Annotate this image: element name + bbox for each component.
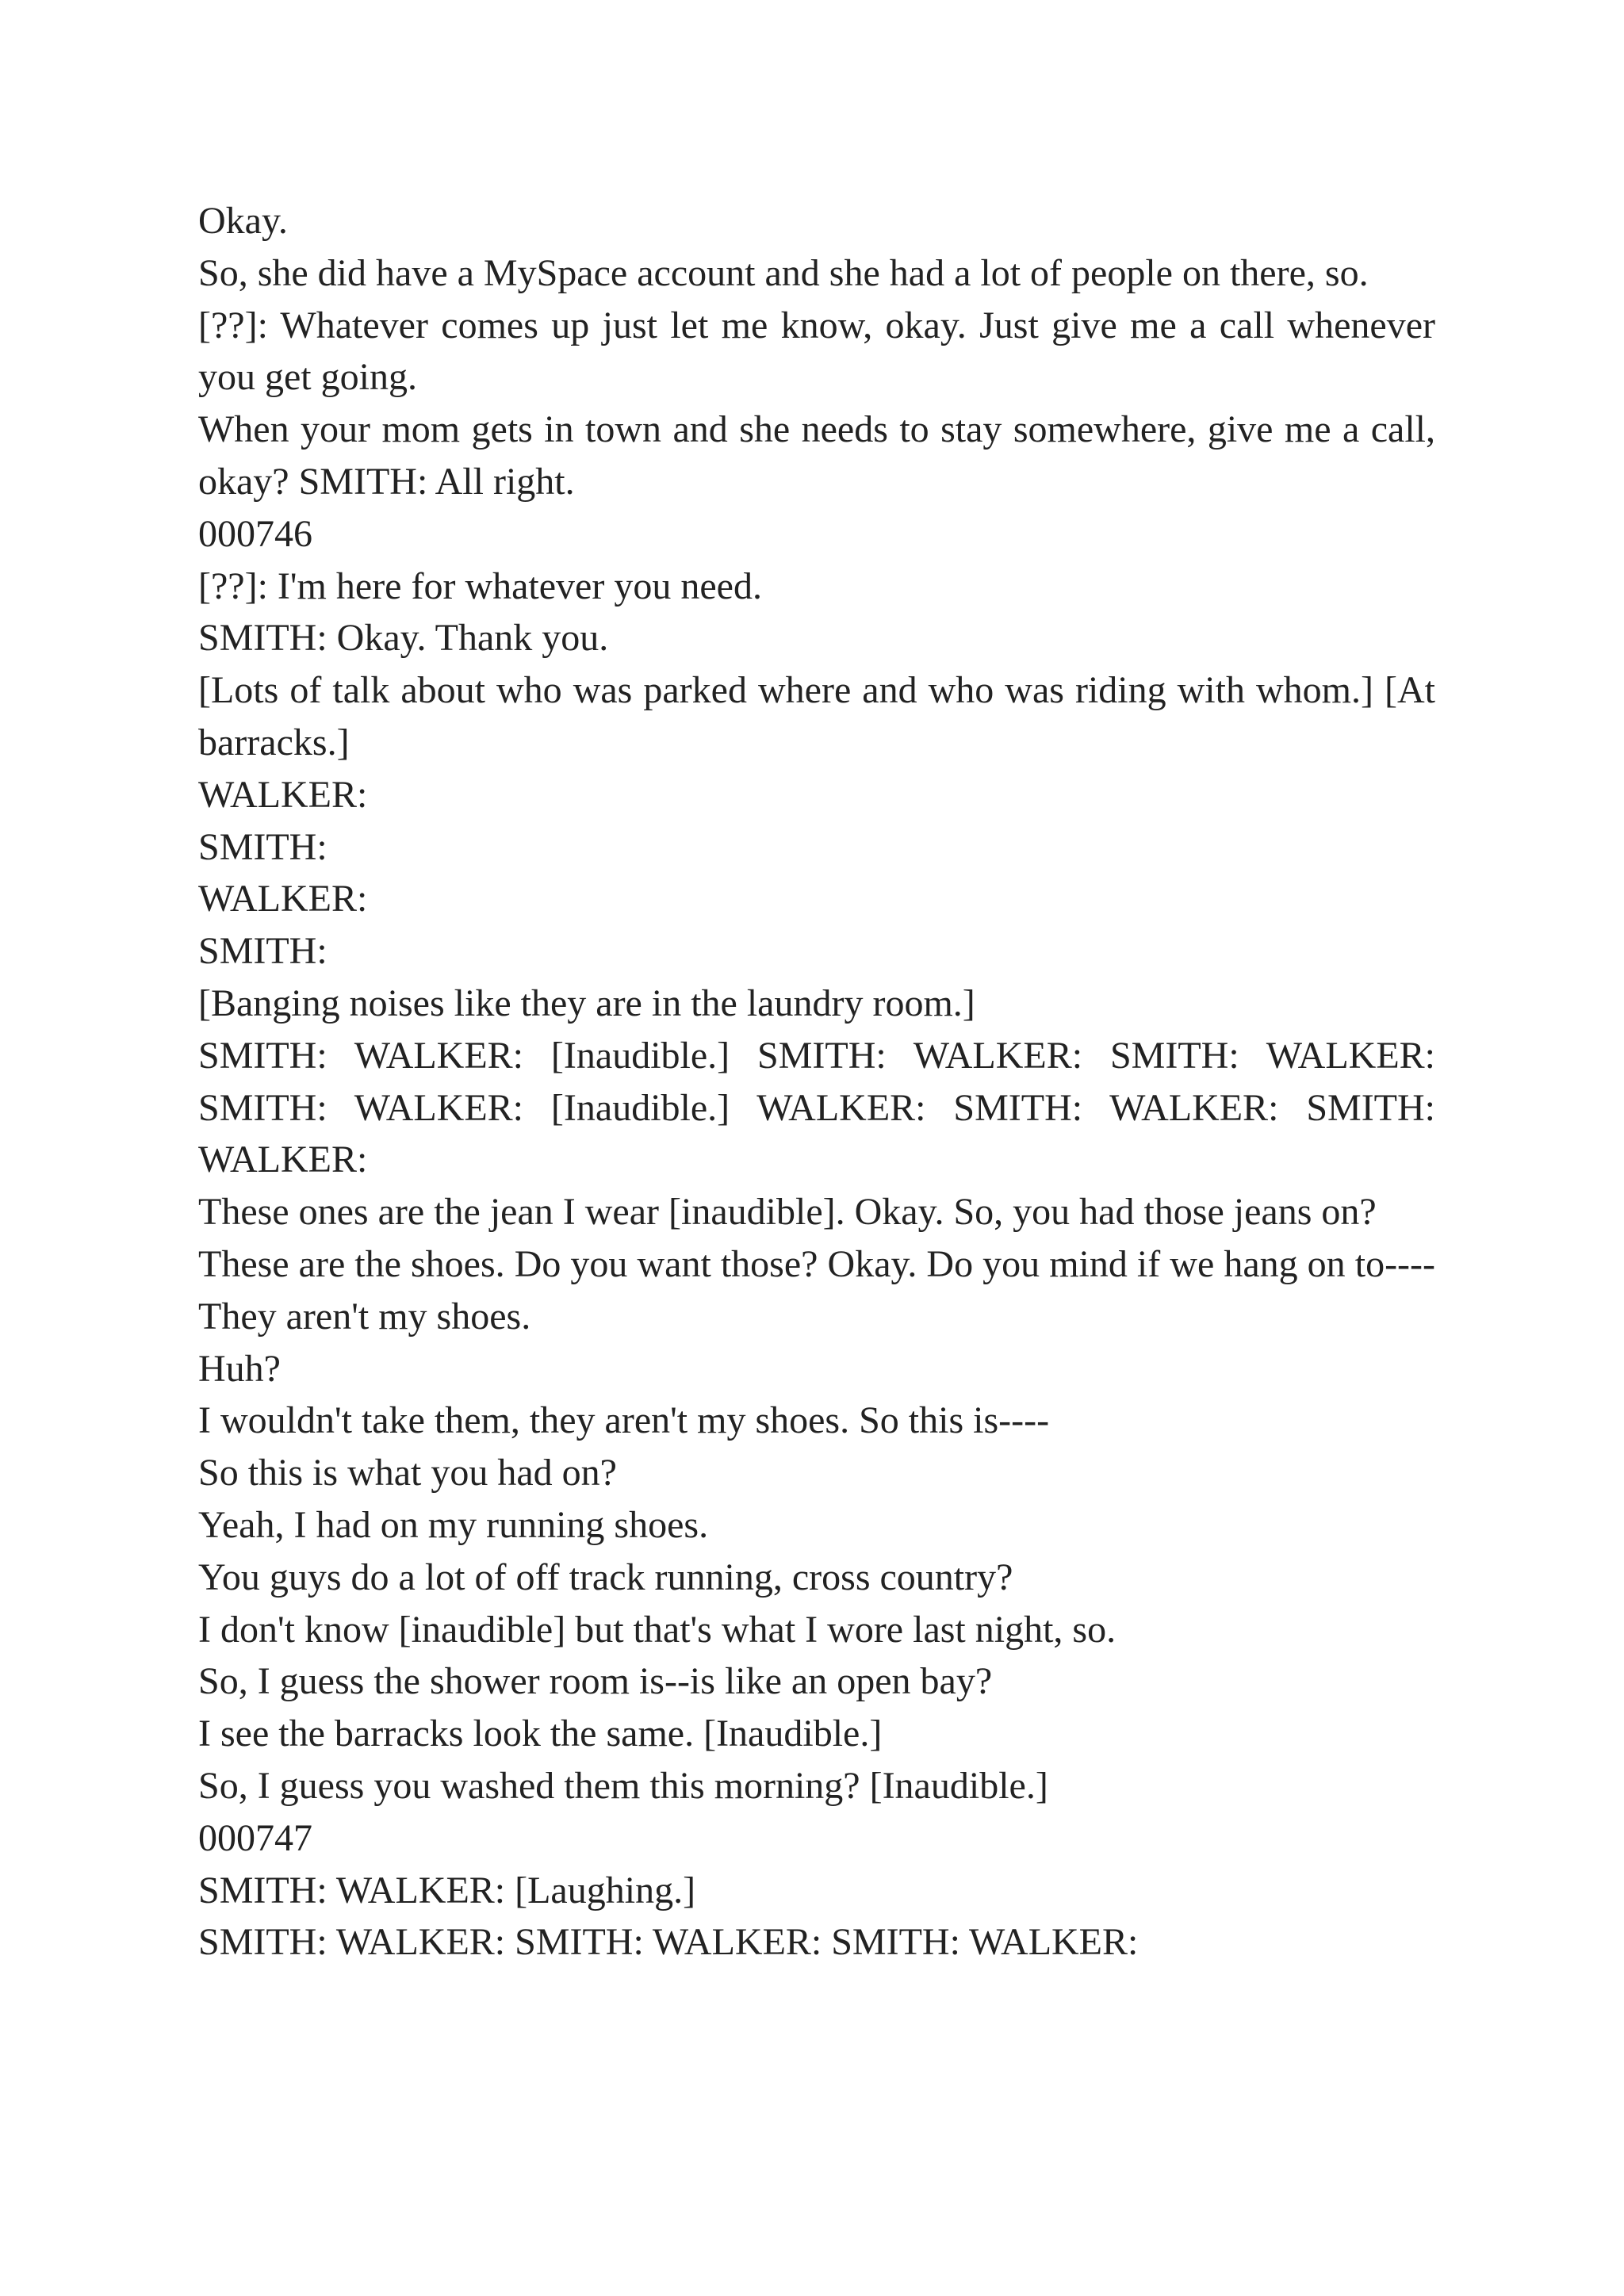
transcript-line: Huh? [198,1347,281,1390]
transcript-line: So, I guess you washed them this morning? [Inaudible.] [198,1764,1048,1807]
transcript-line: SMITH: WALKER: [Laughing.] [198,1869,696,1911]
transcript-line: I see the barracks look the same. [Inaudible.] [198,1712,883,1755]
page-number: 000747 [198,1816,312,1859]
transcript-line: When your mom gets in town and she needs to stay somewhere, give me a call, okay? SMITH: All right. [198,408,1435,503]
transcript-line: These are the shoes. Do you want those? Okay. Do you mind if we hang on to---- They aren't my shoes. [198,1242,1435,1337]
transcript-line: [Lots of talk about who was parked where and who was riding with whom.] [At barracks.] [198,669,1435,763]
transcript-line: I wouldn't take them, they aren't my shoes. So this is---- [198,1399,1050,1442]
speaker-label: SMITH: [198,825,327,868]
transcript-line: SMITH: Okay. Thank you. [198,617,609,660]
transcript-line: [??]: I'm here for whatever you need. [198,564,762,607]
transcript-line: Okay. [198,200,288,242]
transcript-line: Yeah, I had on my running shoes. [198,1503,709,1546]
speaker-label: WALKER: [198,878,368,920]
transcript-line: You guys do a lot of off track running, cross country? [198,1556,1013,1598]
transcript-line: SMITH: WALKER: [Inaudible.] SMITH: WALKER: SMITH: WALKER: SMITH: WALKER: [Inaudible.] WALKER: SMITH: WALKER: SMITH: WALKER: [198,1034,1435,1181]
transcript-line: These ones are the jean I wear [inaudible]. Okay. So, you had those jeans on? [198,1191,1377,1234]
transcript-line: So, I guess the shower room is--is like an open bay? [198,1660,993,1703]
transcript-line: So this is what you had on? [198,1452,617,1494]
transcript-line: So, she did have a MySpace account and she had a lot of people on there, so. [198,251,1369,294]
transcript-line: [Banging noises like they are in the laundry room.] [198,982,975,1024]
transcript-line: [??]: Whatever comes up just let me know, okay. Just give me a call whenever you get going. [198,304,1435,399]
transcript-page [198,195,1435,1969]
transcript-line: I don't know [inaudible] but that's what I wore last night, so. [198,1608,1116,1651]
speaker-label: SMITH: [198,930,327,973]
speaker-label: WALKER: [198,773,368,816]
transcript-line: SMITH: WALKER: SMITH: WALKER: SMITH: WALKER: [198,1921,1139,1964]
page-number: 000746 [198,512,312,555]
